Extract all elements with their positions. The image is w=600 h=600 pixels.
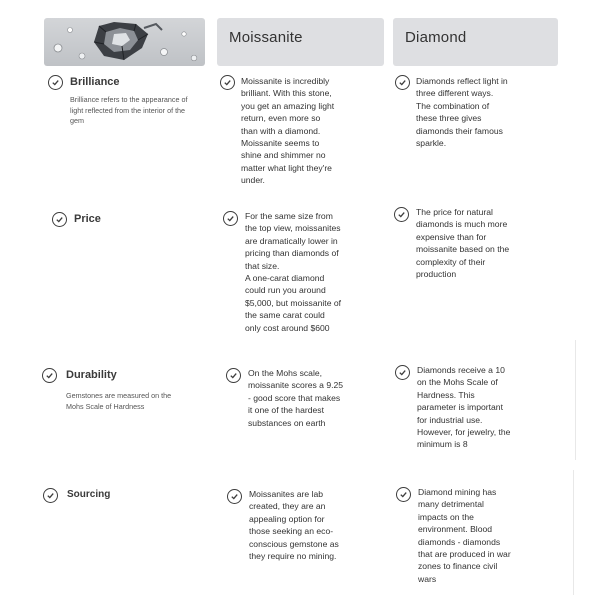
check-circle-icon <box>42 368 57 383</box>
diamond-column-header <box>393 18 558 66</box>
diamond-price-text: The price for natural diamonds is much more expensive than for moissanite based on the complexity of their production <box>416 207 510 280</box>
separator <box>573 470 574 595</box>
check-circle-icon <box>220 75 235 90</box>
check-circle-icon <box>227 489 242 504</box>
separator <box>575 340 576 460</box>
criterion-title: Price <box>74 213 101 225</box>
moissanite-price-text: For the same size from the top view, moissanites are dramatically lower in pricing than diamonds of that size. A one-carat diamond could run you around $5,000, but moissanite of the same carat could only cost around $600 <box>245 211 342 333</box>
criterion-description: Gemstones are measured on the Mohs Scale of Hardness <box>66 391 172 411</box>
criterion-title: Durability <box>66 369 117 381</box>
check-circle-icon <box>395 75 410 90</box>
criterion-description: Brilliance refers to the appearance of light reflected from the interior of the gem <box>70 95 188 125</box>
diamond-sourcing-text: Diamond mining has many detrimental impacts on the environment. Blood diamonds - diamonds that are produced in war zones to finance civil wars <box>418 487 511 584</box>
moissanite-brilliance-text: Moissanite is incredibly brilliant. With this stone, you get an amazing light return, even more so than with a diamond. Moissanite seems to shine and shimmer no matter what light they're under. <box>241 76 335 186</box>
moissanite-durability-text: On the Mohs scale, moissanite scores a 9.25 - good score that makes it one of the hardest substances on earth <box>248 368 344 428</box>
check-circle-icon <box>394 207 409 222</box>
check-circle-icon <box>395 365 410 380</box>
diamond-durability-text: Diamonds receive a 10 on the Mohs Scale of Hardness. This parameter is important for industrial use. However, for jewelry, the minimum is 8 <box>417 365 511 450</box>
check-circle-icon <box>396 487 411 502</box>
check-circle-icon <box>223 211 238 226</box>
header-gem-image <box>44 18 205 66</box>
moissanite-header-label: Moissanite <box>229 29 303 46</box>
moissanite-sourcing-text: Moissanites are lab created, they are an appealing option for those seeking an eco- conscious gemstone as they require no mining. <box>249 489 339 562</box>
check-circle-icon <box>226 368 241 383</box>
diamond-ring-icon <box>44 18 205 66</box>
diamond-header-label: Diamond <box>405 29 467 46</box>
check-circle-icon <box>43 488 58 503</box>
diamond-brilliance-text: Diamonds reflect light in three different ways. The combination of these three gives diamonds their famous sparkle. <box>416 76 508 149</box>
moissanite-column-header <box>217 18 384 66</box>
check-circle-icon <box>48 75 63 90</box>
criterion-title: Brilliance <box>70 76 120 88</box>
check-circle-icon <box>52 212 67 227</box>
criterion-title: Sourcing <box>67 489 111 500</box>
